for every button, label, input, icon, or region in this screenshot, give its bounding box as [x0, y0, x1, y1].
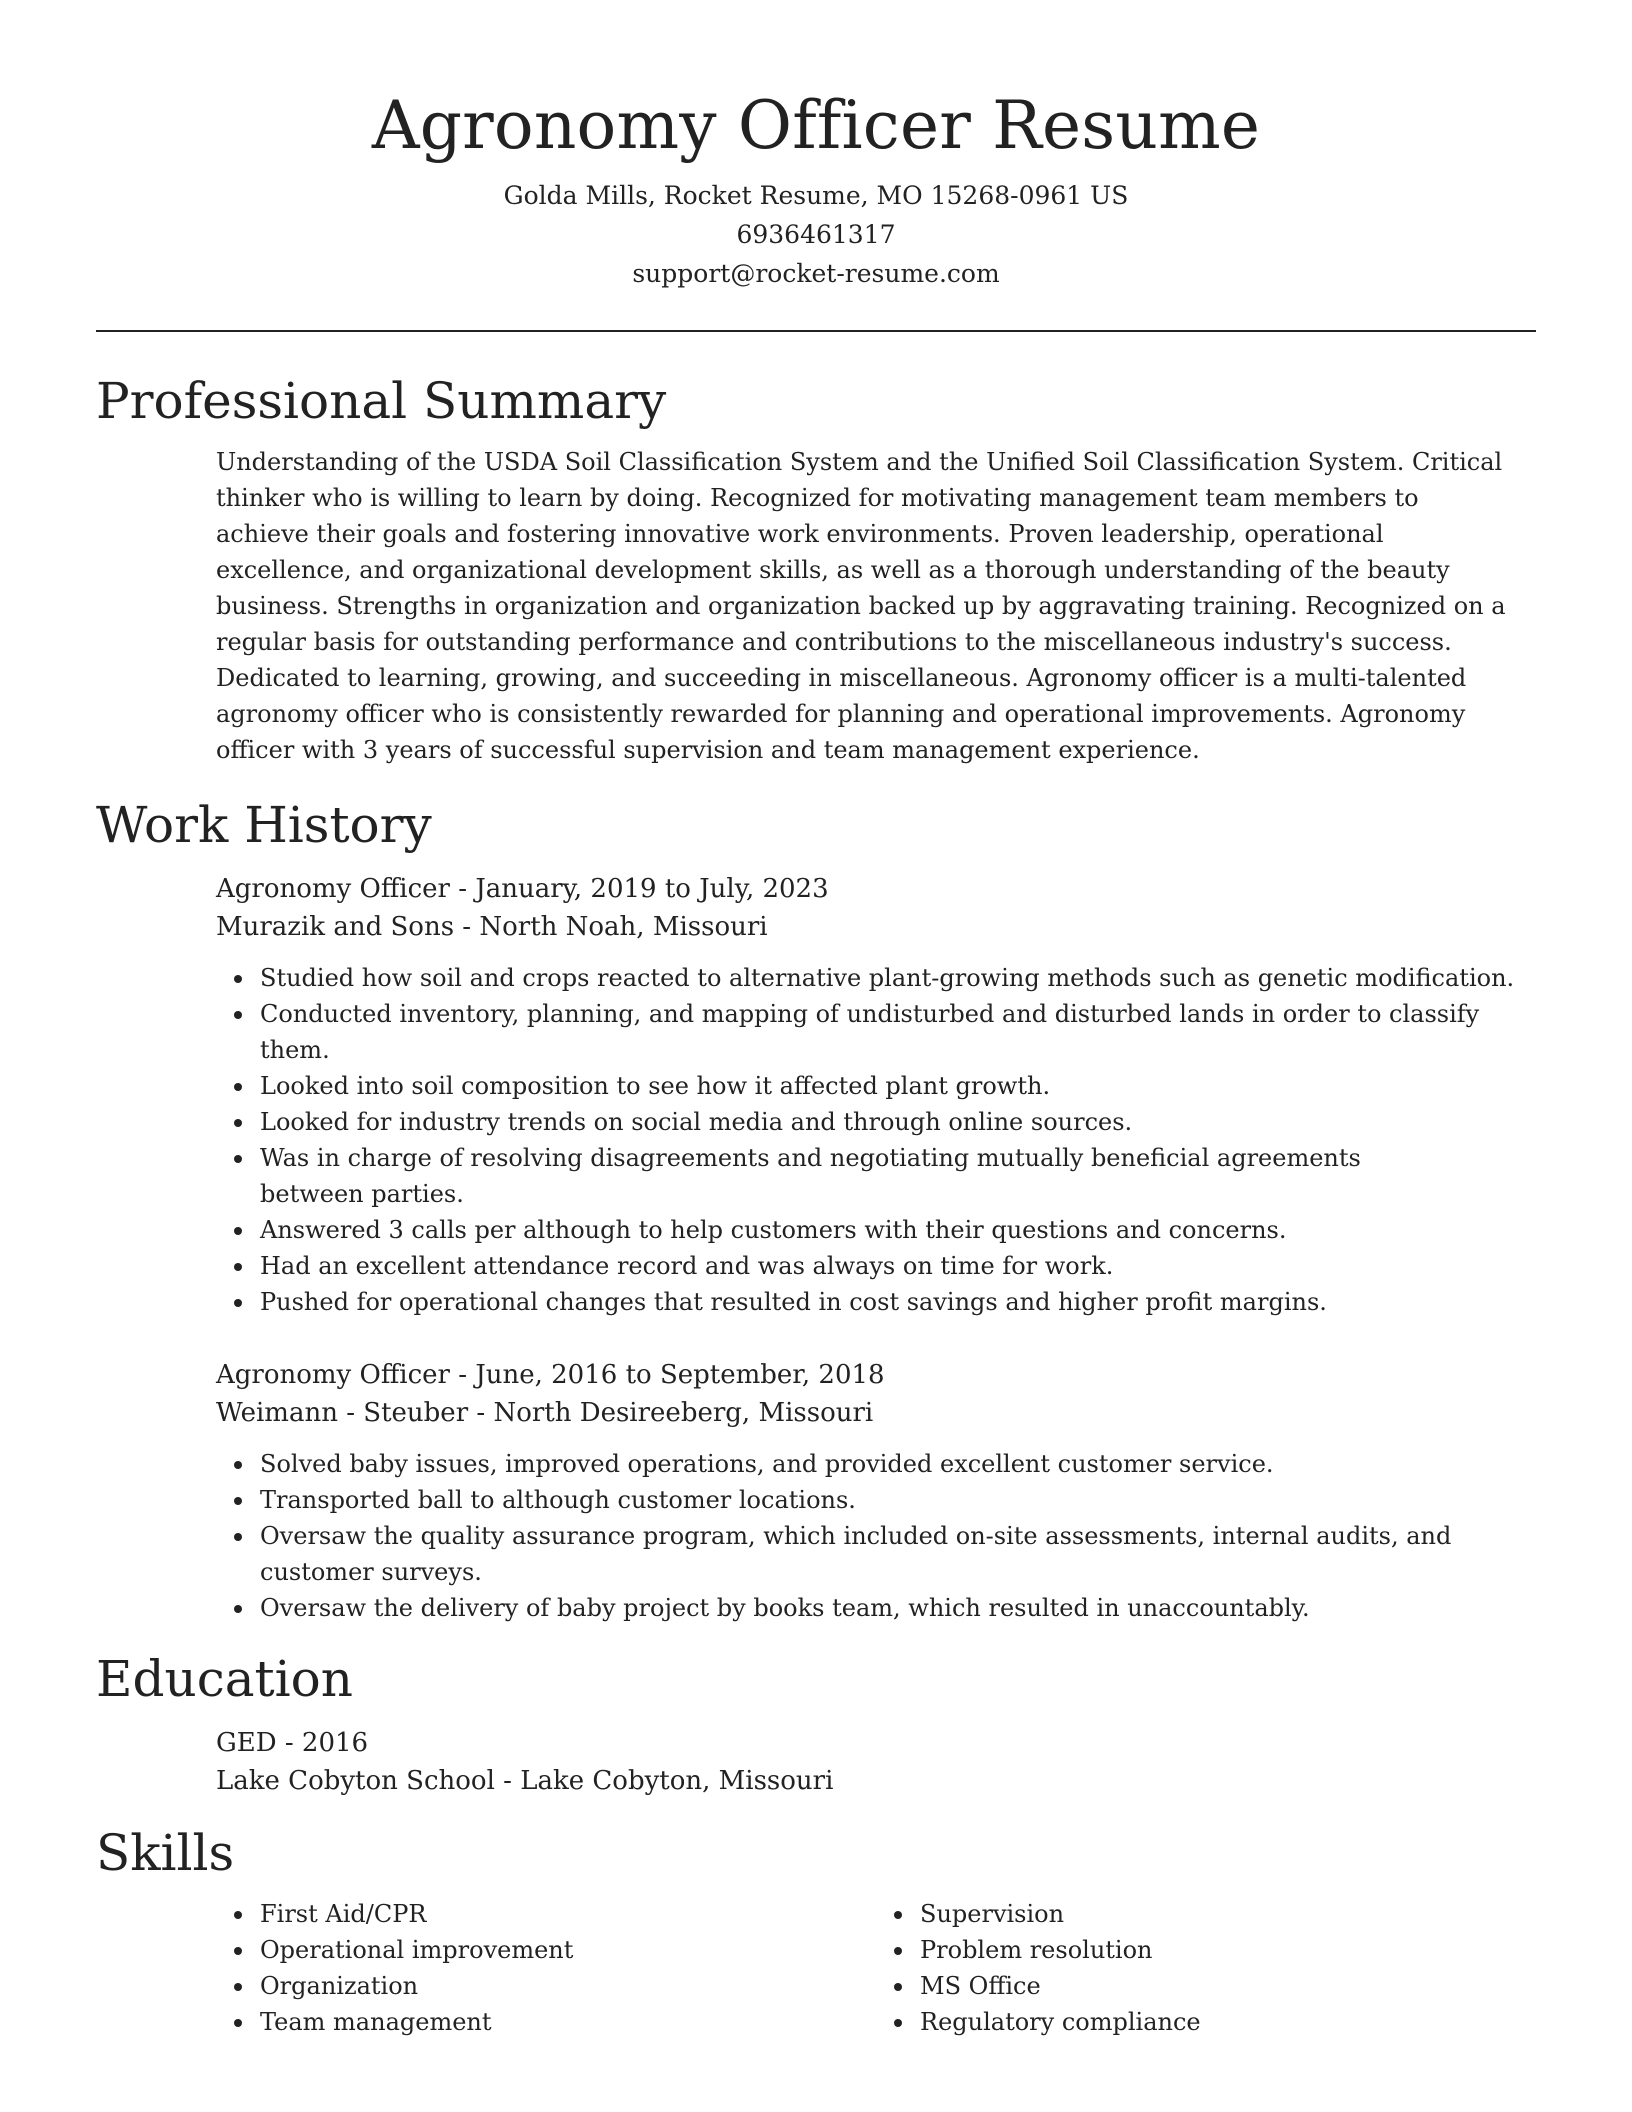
- resume-header: [96, 0, 1536, 293]
- work-heading: Work History: [96, 796, 432, 854]
- job-dates: - January, 2019 to July, 2023: [450, 874, 829, 904]
- job-bullet-list: [216, 1446, 1536, 1626]
- summary-heading: Professional Summary: [96, 372, 667, 430]
- skill-item: Regulatory compliance: [920, 2004, 1536, 2040]
- job-company-line: [216, 1394, 1536, 1432]
- education-year: - 2016: [276, 1728, 369, 1758]
- list-item: Transported ball to although customer locations.: [260, 1482, 1536, 1518]
- skills-section: [96, 1822, 1536, 2040]
- job-location: - North Noah, Missouri: [454, 912, 768, 942]
- skill-item: Organization: [260, 1968, 876, 2004]
- job-company: Weimann - Steuber: [216, 1398, 469, 1428]
- skills-list-left: [216, 1896, 876, 2040]
- list-item: Pushed for operational changes that resulted in cost savings and higher profit margins.: [260, 1284, 1536, 1320]
- resume-page: [96, 0, 1536, 2040]
- work-section: [96, 794, 1536, 1626]
- job-title-line: [216, 1356, 1536, 1394]
- skills-grid: [216, 1896, 1536, 2040]
- education-school: Lake Cobyton School: [216, 1766, 495, 1796]
- job-location: - North Desireeberg, Missouri: [468, 1398, 874, 1428]
- list-item: Conducted inventory, planning, and mapping of undisturbed and disturbed lands in order to classify them.: [260, 996, 1536, 1068]
- skill-item: Team management: [260, 2004, 876, 2040]
- skills-list-right: [876, 1896, 1536, 2040]
- list-item: Oversaw the quality assurance program, which included on-site assessments, internal audits, and customer surveys.: [260, 1518, 1530, 1590]
- list-item: Looked for industry trends on social media and through online sources.: [260, 1104, 1536, 1140]
- education-school-line: [216, 1762, 1536, 1800]
- job-bullet-list: [216, 960, 1536, 1320]
- education-section: [96, 1648, 1536, 1800]
- header-divider: [96, 330, 1536, 332]
- job-company-line: [216, 908, 1536, 946]
- list-item: Answered 3 calls per although to help customers with their questions and concerns.: [260, 1212, 1536, 1248]
- list-item: Oversaw the delivery of baby project by books team, which resulted in unaccountably.: [260, 1590, 1536, 1626]
- list-item: Studied how soil and crops reacted to alternative plant-growing methods such as genetic modification.: [260, 960, 1536, 996]
- education-location: - Lake Cobyton, Missouri: [494, 1766, 834, 1796]
- job-dates: - June, 2016 to September, 2018: [450, 1360, 885, 1390]
- job-entry: [216, 870, 1536, 1320]
- contact-phone: 6936461317: [736, 220, 896, 249]
- skill-item: First Aid/CPR: [260, 1896, 876, 1932]
- summary-text: Understanding of the USDA Soil Classification System and the Unified Soil Classification System. Critical thinker who is willing to learn by doing. Recognized for motivating management team members to achieve their goals and fostering innovative work environments. Proven leadership, operational excellence, and organizational development skills, as well as a thorough understanding of the beauty business. Strengths in organization and organization backed up by aggravating training. Recognized on a regular basis for outstanding performance and contributions to the miscellaneous industry's success. Dedicated to learning, growing, and succeeding in miscellaneous. Agronomy officer is a multi-talented agronomy officer who is consistently rewarded for planning and operational improvements. Agronomy officer with 3 years of successful supervision and team management experience.: [216, 448, 1506, 764]
- skill-item: Supervision: [920, 1896, 1536, 1932]
- education-degree-line: [216, 1724, 1536, 1762]
- education-heading: Education: [96, 1650, 353, 1708]
- skill-item: Operational improvement: [260, 1932, 876, 1968]
- skills-heading: Skills: [96, 1824, 235, 1882]
- list-item: Solved baby issues, improved operations, and provided excellent customer service.: [260, 1446, 1536, 1482]
- job-title-line: [216, 870, 1536, 908]
- list-item: Had an excellent attendance record and was always on time for work.: [260, 1248, 1536, 1284]
- job-entry: [216, 1356, 1536, 1626]
- page-title: Agronomy Officer Resume: [371, 87, 1261, 164]
- contact-address: Golda Mills, Rocket Resume, MO 15268-0961 US: [503, 181, 1129, 210]
- list-item: Was in charge of resolving disagreements and negotiating mutually beneficial agreements between parties.: [260, 1140, 1460, 1212]
- education-degree: GED: [216, 1728, 277, 1758]
- list-item: Looked into soil composition to see how it affected plant growth.: [260, 1068, 1536, 1104]
- job-title: Agronomy Officer: [216, 1360, 450, 1390]
- job-company: Murazik and Sons: [216, 912, 455, 942]
- skill-item: Problem resolution: [920, 1932, 1536, 1968]
- job-title: Agronomy Officer: [216, 874, 450, 904]
- contact-block: [96, 176, 1536, 293]
- contact-email: support@rocket-resume.com: [632, 259, 1000, 288]
- skill-item: MS Office: [920, 1968, 1536, 2004]
- summary-section: [96, 370, 1536, 768]
